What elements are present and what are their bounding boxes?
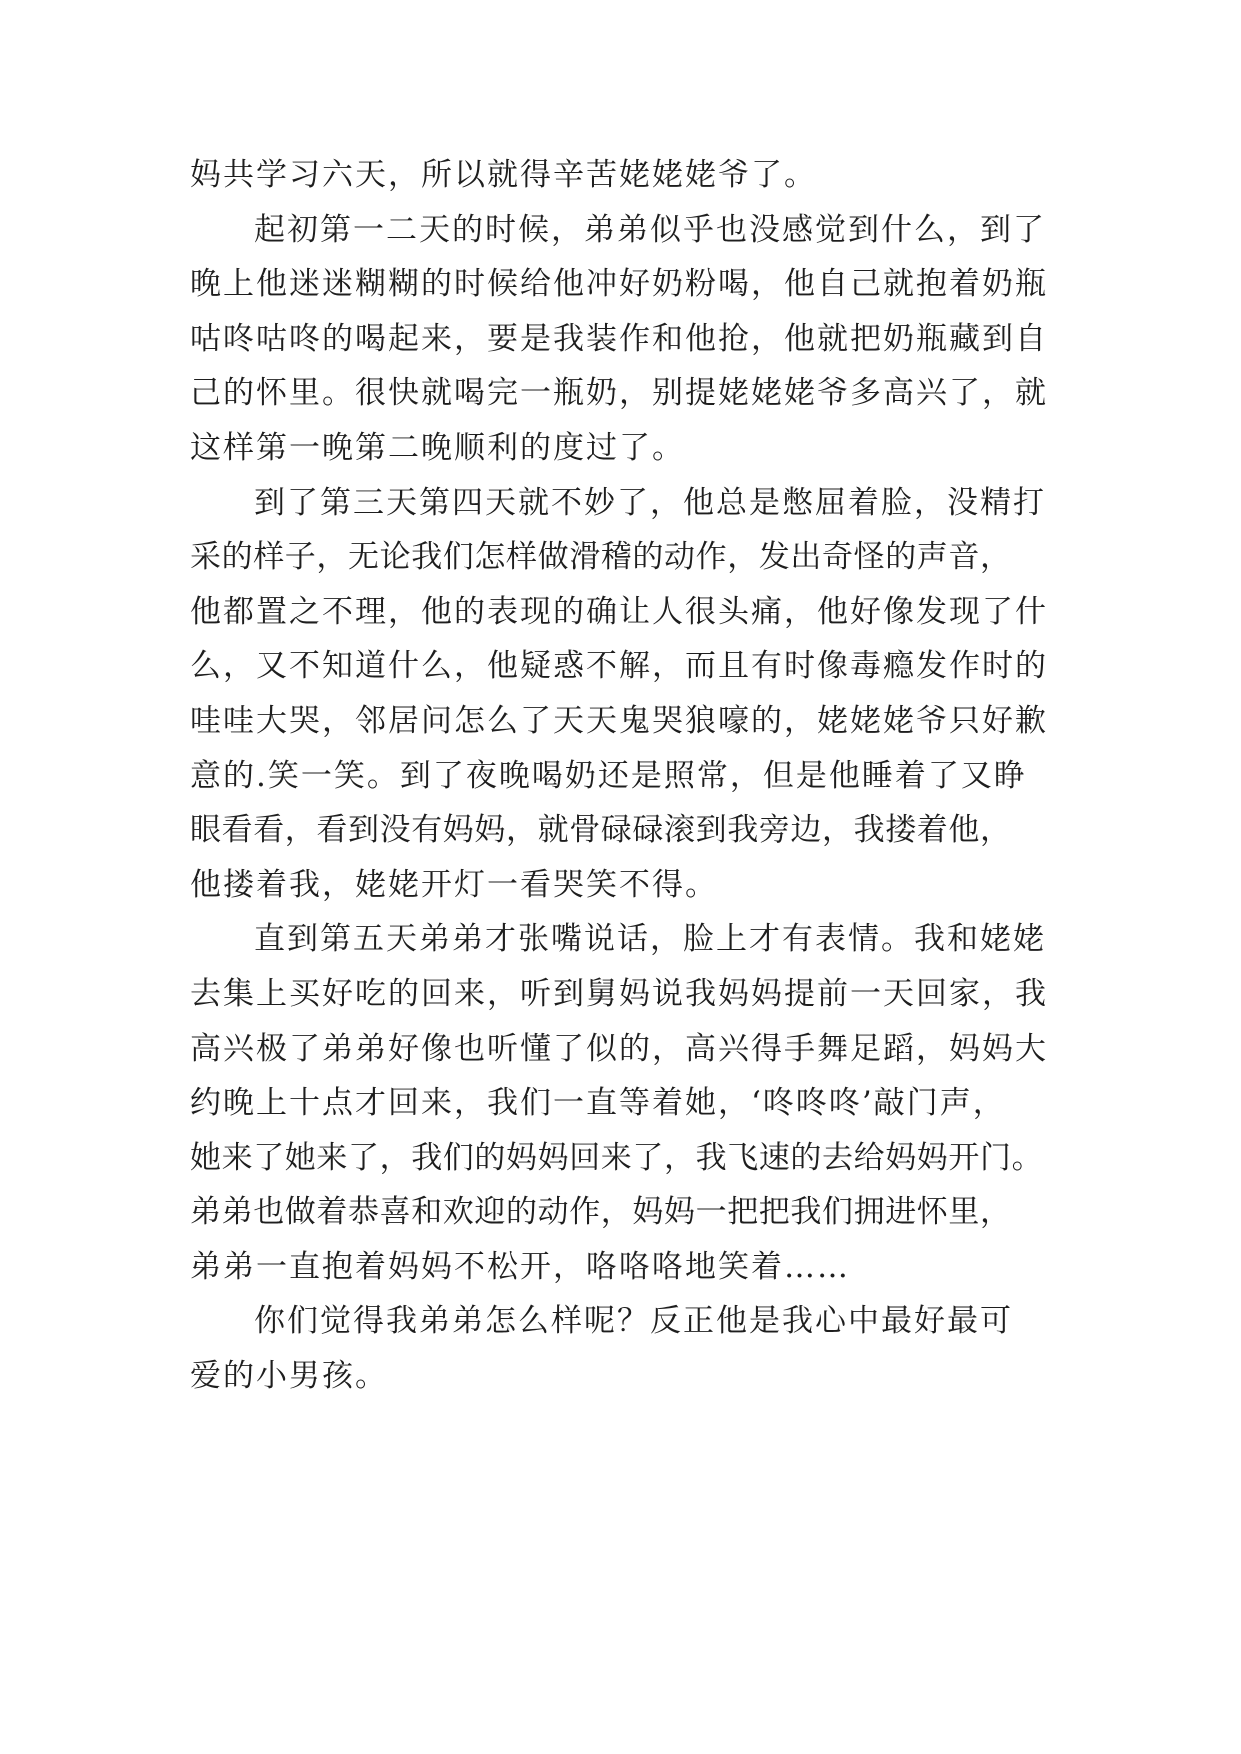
text-line: 这样第一晚第二晚顺利的度过了。 <box>190 429 685 466</box>
text-line: 眼看看，看到没有妈妈，就骨碌碌滚到我旁边，我搂着他， <box>190 812 1012 849</box>
text-line: 弟弟也做着恭喜和欢迎的动作，妈妈一把把我们拥进怀里， <box>190 1194 1012 1231</box>
paragraph-first-line: 起初第一二天的时候，弟弟似乎也没感觉到什么，到了 <box>254 211 1046 248</box>
text-line: 么，又不知道什么，他疑惑不解，而且有时像毒瘾发作时的 <box>190 648 1048 685</box>
text-line: 哇哇大哭，邻居问怎么了天天鬼哭狼嚎的，姥姥姥爷只好歉 <box>190 702 1048 739</box>
text-line: 他搂着我，姥姥开灯一看哭笑不得。 <box>190 866 718 903</box>
text-line: 妈共学习六天，所以就得辛苦姥姥姥爷了。 <box>190 157 817 193</box>
paragraph-first-line: 直到第五天弟弟才张嘴说话，脸上才有表情。我和姥姥 <box>254 921 1046 958</box>
text-line: 采的样子，无论我们怎样做滑稽的动作，发出奇怪的声音， <box>190 539 1012 576</box>
text-line: 晚上他迷迷糊糊的时候给他冲好奶粉喝，他自己就抱着奶瓶 <box>190 266 1048 303</box>
text-line: 意的.笑一笑。到了夜晚喝奶还是照常，但是他睡着了又睁 <box>190 757 1027 794</box>
text-line: 她来了她来了，我们的妈妈回来了，我飞速的去给妈妈开门。 <box>190 1139 1044 1176</box>
paragraph-first-line: 到了第三天第四天就不妙了，他总是憋屈着脸，没精打 <box>254 484 1046 521</box>
text-line: 约晚上十点才回来，我们一直等着她，‘咚咚咚’敲门声， <box>190 1085 1006 1122</box>
text-line: 去集上买好吃的回来，听到舅妈说我妈妈提前一天回家，我 <box>190 975 1048 1012</box>
text-line: 爱的小男孩。 <box>190 1358 388 1395</box>
text-line: 己的怀里。很快就喝完一瓶奶，别提姥姥姥爷多高兴了，就 <box>190 375 1048 412</box>
text-line: 咕咚咕咚的喝起来，要是我装作和他抢，他就把奶瓶藏到自 <box>190 320 1048 357</box>
document-body <box>190 148 1070 1404</box>
text-line: 弟弟一直抱着妈妈不松开，咯咯咯地笑着…… <box>190 1248 850 1285</box>
text-line: 高兴极了弟弟好像也听懂了似的，高兴得手舞足蹈，妈妈大 <box>190 1030 1048 1067</box>
paragraph-first-line: 你们觉得我弟弟怎么样呢？反正他是我心中最好最可 <box>254 1303 1013 1340</box>
text-line: 他都置之不理，他的表现的确让人很头痛，他好像发现了什 <box>190 593 1048 630</box>
